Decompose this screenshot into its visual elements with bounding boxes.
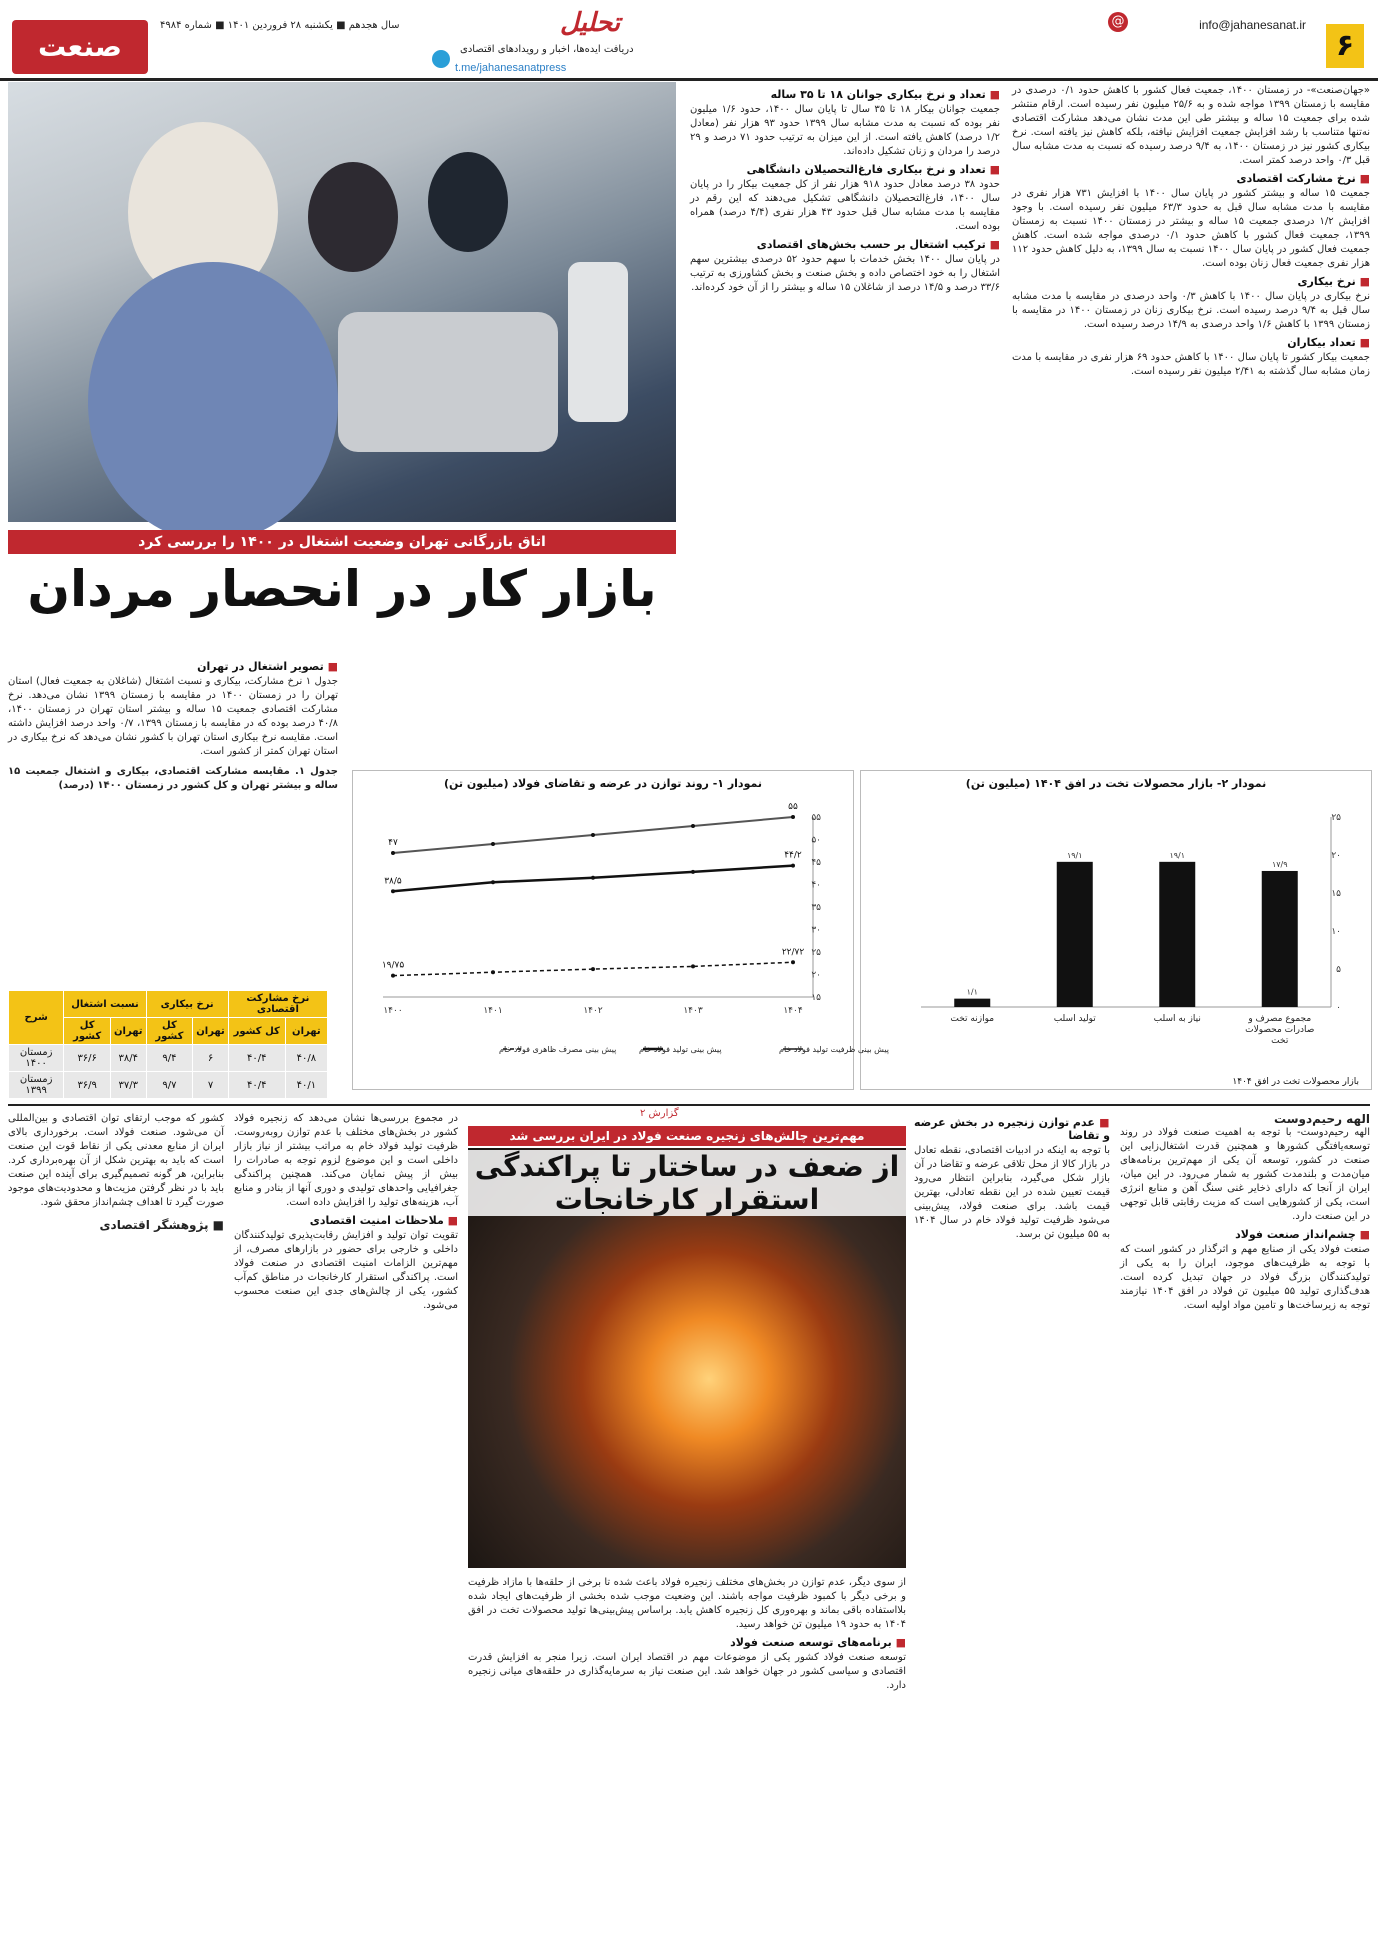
line-start-label: ۱۹/۷۵ (381, 960, 405, 971)
bar-y-tick: ۵ (1336, 965, 1341, 975)
line-x-tick: ۱۴۰۱ (483, 1006, 503, 1016)
table-cell: ۹/۴ (146, 1045, 193, 1072)
article2-kicker: مهم‌ترین چالش‌های زنجیره صنعت فولاد در ایران بررسی شد (468, 1126, 906, 1146)
article2-lead: الهه رحیم‌دوست- با توجه به اهمیت صنعت فولاد در روند توسعه‌یافتگی کشورها و همچنین قدرت اشتغال‌زایی این صنعت در کشور، توسعه آن یکی از مهم‌ترین برنامه‌های میان‌مدت و بلندمدت کشور به شمار می‌رود. در این میان، ایران از آنجا که دارای ذخایر غنی سنگ آهن و منابع انرژی است، یکی از کشورهایی است که مزیت رقابتی قابل توجهی در این صنعت دارد. (1120, 1127, 1370, 1222)
section-heading: ■ چشم‌انداز صنعت فولاد (1120, 1228, 1370, 1241)
table-cell: ۴۰/۸ (285, 1045, 327, 1072)
table-caption: جدول ۱. مقایسه مشارکت اقتصادی، بیکاری و اشتغال جمعیت ۱۵ ساله و بیشتر تهران و کل کشور در زمستان ۱۴۰۰ (درصد) (8, 766, 338, 791)
line-x-tick: ۱۴۰۳ (683, 1006, 703, 1016)
section-heading: ■ تعداد و نرخ بیکاری جوانان ۱۸ تا ۳۵ ساله (690, 88, 1000, 101)
telegram-icon (432, 50, 450, 68)
line-point (491, 970, 495, 974)
table-row (9, 1045, 328, 1072)
legend-label: پیش بینی تولید فولاد خام (639, 1045, 722, 1054)
table-cell: ۶ (193, 1045, 229, 1072)
page-header (0, 0, 1378, 81)
table-sub-header: تهران (193, 1018, 229, 1045)
line-y-tick: ۵۵ (811, 813, 821, 823)
article1-lead: «جهان‌صنعت»- در زمستان ۱۴۰۰، جمعیت فعال کشور با کاهش حدود ۰/۱ درصدی در مقایسه با زمستان ۱۳۹۹ مواجه شده و به ۲۵/۶ میلیون نفر رسیده است. ارقام منتشر شده برای جمعیت ۱۵ ساله و بیشتر طی این مدت نشان می‌دهد مشارکت اقتصادی نه‌تنها متناسب با رشد افزایش جمعیت افزایش نیافته، بلکه کاهش نیز یافته است. نرخ بیکاری کشور نیز در زمستان ۱۴۰۰، به ۹/۴ درصد رسیده که نسبت به مدت مشابه سال قبل ۰/۳ واحد درصد کمتر است. (1012, 85, 1371, 166)
article2-author: الهه رحیم‌دوست (1274, 1112, 1370, 1126)
employment-table (8, 990, 328, 1099)
section-heading: ■ برنامه‌های توسعه صنعت فولاد (468, 1636, 906, 1649)
flat-products-chart (860, 770, 1372, 1090)
section-heading: ■ تعداد و نرخ بیکاری فارغ‌التحصیلان دانشگاهی (690, 163, 1000, 176)
article2-column-4 (234, 1112, 458, 1940)
bar-value-label: ۱۹/۱ (1169, 850, 1186, 860)
line-x-tick: ۱۴۰۴ (783, 1006, 803, 1016)
article1-column-1 (1012, 84, 1370, 774)
newspaper-logo: صنعت (12, 20, 148, 74)
article2-column-2 (914, 1112, 1110, 1940)
divider-tag: گزارش ۲ (640, 1108, 679, 1119)
line-y-tick: ۳۵ (811, 903, 821, 913)
line-start-label: ۳۸/۵ (384, 876, 402, 887)
section-text: صنعت فولاد یکی از صنایع مهم و اثرگذار در کشور است که با توجه به ظرفیت‌های موجود، ایران را به یکی از تولیدکنندگان بزرگ فولاد در جهان تبدیل کرده است. هدف‌گذاری تولید ۵۵ میلیون تن فولاد در افق ۱۴۰۴ نیازمند توجه به زیرساخت‌ها و تامین مواد اولیه است. (1120, 1244, 1370, 1311)
table-row-label: زمستان ۱۴۰۰ (9, 1045, 64, 1072)
line-x-tick: ۱۴۰۰ (383, 1006, 403, 1016)
line-point (691, 870, 695, 874)
bar-value-label: ۱/۱ (966, 987, 978, 997)
article1-column-3 (8, 656, 338, 982)
table-cell: ۴۰/۱ (285, 1072, 327, 1099)
line-point (391, 851, 395, 855)
bar-chart-svg (861, 797, 1371, 1067)
line-y-tick: ۳۰ (811, 925, 821, 936)
steel-balance-chart (352, 770, 889, 1090)
article1-headline: بازار کار در انحصار مردان (27, 560, 657, 618)
line-y-tick: ۱۵ (811, 993, 821, 1003)
line-end-label: ۲۲/۷۲ (781, 947, 805, 958)
article2-column-5 (8, 1112, 224, 1940)
section-heading: ■ عدم توازن زنجیره در بخش عرضه و تقاضا (914, 1116, 1110, 1142)
table-sub-header: تهران (285, 1018, 327, 1045)
line-point (591, 967, 595, 971)
line-chart-svg (353, 797, 889, 1087)
line-point (491, 842, 495, 846)
section-divider (8, 1104, 1370, 1106)
workers-photo (8, 82, 676, 522)
table-cell: ۳۶/۶ (64, 1045, 111, 1072)
line-point (391, 974, 395, 978)
line-point (691, 824, 695, 828)
section-heading: ■ ترکیب اشتغال بر حسب بخش‌های اقتصادی (690, 238, 1000, 251)
bar-chart-title: نمودار ۲- بازار محصولات تخت در افق ۱۴۰۴ (میلیون تن) (965, 777, 1267, 790)
line-y-tick: ۲۵ (811, 948, 821, 958)
line-point (791, 864, 795, 868)
line-end-label: ۵۵ (788, 802, 798, 812)
bar (1057, 862, 1093, 1007)
telegram-link[interactable]: t.me/jahanesanatpress (455, 62, 567, 74)
bar-y-tick: ۰ (1336, 1003, 1341, 1013)
telegram-caption: دریافت ایده‌ها، اخبار و رویدادهای اقتصادی (460, 44, 634, 55)
table-cell: ۴۰/۴ (228, 1045, 285, 1072)
table-cell: ۹/۷ (146, 1072, 193, 1099)
article2-body: از سوی دیگر، عدم توازن در بخش‌های مختلف زنجیره فولاد باعث شده تا برخی از حلقه‌ها با مازاد ظرفیت و برخی دیگر با کمبود ظرفیت مواجه باشند. این وضعیت موجب شده بخشی از ظرفیت‌های ایجاد شده بلااستفاده باقی بماند و بهره‌وری کل زنجیره کاهش یابد. براساس پیش‌بینی‌ها تولید محصولات تخت در افق ۱۴۰۴ به حدود ۱۹ میلیون تن خواهد رسید. (468, 1577, 906, 1630)
table-cell: ۴۰/۴ (228, 1072, 285, 1099)
bar-category-label: مجموع مصرف و صادرات محصولات تخت (1245, 1014, 1315, 1046)
table-row-label-header: شرح (9, 991, 64, 1045)
bar-y-tick: ۲۰ (1331, 851, 1341, 861)
line-y-tick: ۲۰ (811, 970, 821, 981)
section-text: جمعیت ۱۵ ساله و بیشتر کشور در پایان سال ۱۴۰۰ با افزایش ۷۳۱ هزار نفری در مقایسه با مدت مشابه سال قبل به حدود ۶۳/۳ میلیون نفر رسیده است. با وجود افزایش ۱/۲ درصدی جمعیت ۱۵ ساله و بیشتر در زمستان ۱۴۰۰ نسبت به زمستان ۱۳۹۹، جمعیت فعال کشور با کاهش حدود ۰/۱ درصدی مواجه شده است. کاهش جمعیت فعال کشور در پایان سال ۱۴۰۰ نسبت به سال ۱۳۹۹، به دلیل کاهش حدود ۱۱۲ هزار نفری جمعیت فعال زنان بوده است. (1012, 188, 1370, 269)
bar (1159, 862, 1195, 1007)
bar-category-label: تولید اسلب (1053, 1014, 1096, 1024)
line-point (791, 815, 795, 819)
table-cell: ۳۷/۳ (111, 1072, 147, 1099)
bar (954, 999, 990, 1007)
line-start-label: ۴۷ (388, 838, 398, 848)
section-text: جمعیت بیکار کشور تا پایان سال ۱۴۰۰ با کاهش حدود ۶۹ هزار نفری در مقایسه با مدت زمان مشابه سال گذشته به ۲/۴۱ میلیون نفر رسیده است. (1012, 352, 1370, 377)
table-sub-header: کل کشور (64, 1018, 111, 1045)
section-text: حدود ۳۸ درصد معادل حدود ۹۱۸ هزار نفر از کل جمعیت بیکار را در پایان سال ۱۴۰۰، فارغ‌التحصیلان دانشگاهی تشکیل می‌دهند که این رقم در مقایسه با مدت مشابه سال قبل حدود ۴۳ هزار نفری (۴/۴ درصد) همراه بوده است. (690, 179, 1000, 232)
line-y-tick: ۴۵ (811, 858, 821, 868)
email-link[interactable]: info@jahanesanat.ir (1199, 18, 1306, 32)
section-title: تحلیل (560, 8, 621, 38)
line-x-tick: ۱۴۰۲ (583, 1006, 603, 1016)
table-sub-header: کل کشور (228, 1018, 285, 1045)
line-point (591, 876, 595, 880)
section-text: جدول ۱ نرخ مشارکت، بیکاری و نسبت اشتغال (شاغلان به جمعیت فعال) استان تهران را در زمستان ۱۴۰۰ در مقایسه با زمستان ۱۳۹۹ نشان می‌دهد. نرخ مشارکت اقتصادی جمعیت ۱۵ ساله و بیشتر استان تهران در زمستان ۱۴۰۰، ۴۰/۸ درصد بوده که در مقایسه با زمستان ۱۳۹۹، ۰/۷ واحد درصد افزایش داشته است. مقایسه نرخ بیکاری استان تهران با کشور نشان می‌دهد که نرخ بیکاری در استان تهران کمتر از کشور است. (8, 676, 338, 757)
article1-column-2 (690, 84, 1000, 774)
article2-body: در مجموع بررسی‌ها نشان می‌دهد که زنجیره فولاد کشور در بخش‌های مختلف با عدم توازن روبه‌روست. ظرفیت تولید فولاد خام به مراتب بیشتر از نیاز بازار داخلی است و این موضوع لزوم توجه به صادرات را بیش از پیش نمایان می‌کند. همچنین پراکندگی جغرافیایی واحدهای تولیدی و دوری آنها از بنادر و منابع آب، هزینه‌های تولید را افزایش داده است. (234, 1113, 458, 1208)
page-number: ۶ (1326, 24, 1364, 68)
email-icon: @ (1108, 12, 1128, 32)
section-heading: ■ تعداد بیکاران (1012, 336, 1370, 349)
table-sub-header: کل کشور (146, 1018, 193, 1045)
bar-value-label: ۱۹/۱ (1066, 850, 1083, 860)
section-heading: ■ ملاحظات امنیت اقتصادی (234, 1214, 458, 1227)
article2-body: کشور که موجب ارتقای توان اقتصادی و بین‌المللی آن می‌شود. صنعت فولاد است. برخورداری بالای ایران از منابع معدنی یکی از نقاط قوت این صنعت است که باید به بهترین شکل از آن بهره‌برداری کرد. بنابراین، هر گونه تصمیم‌گیری برای آینده این صنعت باید با در نظر گرفتن مزیت‌ها و محدودیت‌های موجود صورت گیرد تا اهداف چشم‌انداز محقق شود. (8, 1113, 224, 1208)
issue-info: سال هجدهم ■ یکشنبه ۲۸ فروردین ۱۴۰۱ ■ شماره ۴۹۸۴ (160, 20, 400, 31)
section-text: توسعه صنعت فولاد کشور یکی از موضوعات مهم در اقتصاد ایران است. زیرا منجر به افزایش قدرت اقتصادی و سیاسی کشور در جهان خواهد شد. این صنعت نیاز به سرمایه‌گذاری در حلقه‌های میانی زنجیره دارد. (468, 1652, 906, 1691)
table-group-header: نرخ مشارکت اقتصادی (228, 991, 327, 1018)
section-text: جمعیت جوانان بیکار ۱۸ تا ۳۵ سال تا پایان سال ۱۴۰۰، حدود ۱/۶ میلیون نفر بوده که نسبت به مدت مشابه سال ۱۳۹۹ حدود ۹۳ هزار نفر (معادل ۱/۲ درصد) کاهش یافته است. از این میزان به ترتیب حدود ۷۱ درصد و ۲۹ درصد را مردان و زنان تشکیل داده‌اند. (690, 104, 1001, 157)
article2-headline: از ضعف در ساختار تا پراکندگی استقرار کارخانجات (468, 1150, 906, 1216)
table-cell: ۷ (193, 1072, 229, 1099)
bar-y-tick: ۱۰ (1331, 927, 1341, 937)
line-point (691, 964, 695, 968)
bar-y-tick: ۲۵ (1331, 813, 1341, 823)
line-chart-title: نمودار ۱- روند توازن در عرضه و تقاضای فولاد (میلیون تن) (444, 777, 762, 790)
article1-kicker: اتاق بازرگانی تهران وضعیت اشتغال در ۱۴۰۰ را بررسی کرد (8, 530, 676, 554)
article2-column-1 (1120, 1112, 1370, 1940)
article2-author-bottom: ■ پژوهشگر اقتصادی (99, 1218, 224, 1232)
table-cell: ۳۶/۹ (64, 1072, 111, 1099)
line-end-label: ۴۴/۲ (784, 850, 802, 861)
section-heading: ■ نرخ مشارکت اقتصادی (1012, 172, 1370, 185)
table-group-header: نسبت اشتغال (64, 991, 146, 1018)
legend-label: پیش بینی مصرف ظاهری فولاد خام (499, 1045, 617, 1054)
bar-chart-footer: بازار محصولات تخت در افق ۱۴۰۴ (1232, 1077, 1359, 1087)
line-point (791, 960, 795, 964)
section-text: با توجه به اینکه در ادبیات اقتصادی، نقطه تعادل در بازار کالا از محل تلاقی عرضه و تقاضا در آن بازار شکل می‌گیرد، بنابراین انتظار می‌رود قیمت تعیین شده در این نقطه تعادلی، بهترین قیمت باشد. برای صنعت فولاد، پیش‌بینی می‌شود ظرفیت تولید فولاد خام در سال ۱۴۰۴ به ۵۵ میلیون تن برسد. (914, 1145, 1110, 1240)
bar-y-tick: ۱۵ (1331, 889, 1341, 899)
table-cell: ۳۸/۴ (111, 1045, 147, 1072)
line-y-tick: ۴۰ (811, 880, 821, 891)
bar (1262, 871, 1298, 1007)
table-row (9, 1072, 328, 1099)
line-point (591, 833, 595, 837)
article2-column-3 (468, 1576, 906, 1940)
legend-label: پیش بینی ظرفیت تولید فولاد خام (779, 1045, 889, 1054)
table-group-header: نرخ بیکاری (146, 991, 228, 1018)
bar-category-label: موازنه تخت (950, 1014, 995, 1024)
section-heading: ■ تصویر اشتغال در تهران (8, 660, 338, 673)
bar-category-label: نیاز به اسلب (1153, 1014, 1201, 1024)
line-y-tick: ۵۰ (811, 835, 821, 846)
table-row-label: زمستان ۱۳۹۹ (9, 1072, 64, 1099)
table-sub-header: تهران (111, 1018, 147, 1045)
section-text: در پایان سال ۱۴۰۰ بخش خدمات با سهم حدود ۵۲ درصدی بیشترین سهم اشتغال را به خود اختصاص داده و بخش صنعت و بخش کشاورزی به ترتیب ۳۳/۶ درصد و ۱۴/۵ درصد از شاغلان ۱۵ ساله و بیشتر را از آن خود کرده‌اند. (690, 254, 1000, 293)
line-point (491, 880, 495, 884)
bar-value-label: ۱۷/۹ (1271, 859, 1288, 869)
line-point (391, 889, 395, 893)
section-heading: ■ نرخ بیکاری (1012, 275, 1370, 288)
section-text: نرخ بیکاری در پایان سال ۱۴۰۰ با کاهش ۰/۳ واحد درصدی در مقایسه با مدت مشابه سال قبل به ۹/۴ درصد رسیده است. نرخ بیکاری زنان در زمستان ۱۴۰۰ در مقایسه با زمستان ۱۳۹۹ با کاهش ۱/۶ واحد درصدی به ۱۴/۹ درصد رسیده است. (1012, 291, 1370, 330)
section-text: تقویت توان تولید و افزایش رقابت‌پذیری تولیدکنندگان داخلی و خارجی برای حضور در بازارهای مصرف، از مهم‌ترین الزامات امنیت اقتصادی در صنعت فولاد است. پراکندگی استقرار کارخانجات در مناطق کم‌آب کشور، یکی از چالش‌های جدی این صنعت محسوب می‌شود. (234, 1230, 458, 1311)
